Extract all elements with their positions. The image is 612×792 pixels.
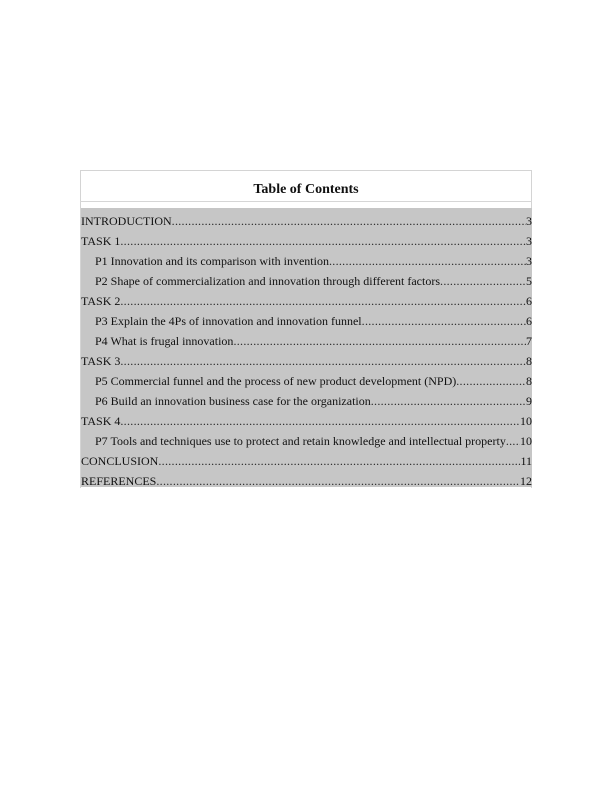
toc-entry-text: INTRODUCTION xyxy=(81,214,172,228)
toc-entry-text: REFERENCES xyxy=(81,474,157,488)
toc-entry-p2[interactable] xyxy=(81,268,532,288)
toc-list xyxy=(81,208,532,487)
toc-leader-dots xyxy=(440,274,526,288)
toc-leader-dots xyxy=(120,234,526,248)
toc-entry-page: 6 xyxy=(526,294,532,308)
toc-entry-text: CONCLUSION xyxy=(81,454,159,468)
toc-entry-p7[interactable] xyxy=(81,428,532,448)
toc-entry-page: 3 xyxy=(526,254,532,268)
toc-entry-p3[interactable] xyxy=(81,308,532,328)
toc-entry-page: 7 xyxy=(526,334,532,348)
toc-entry-page: 9 xyxy=(526,394,532,408)
toc-entry-text: P7 Tools and techniques use to protect and retain knowledge and intellectual property xyxy=(95,434,506,448)
toc-entry-page: 8 xyxy=(526,374,532,388)
toc-entry-p4[interactable] xyxy=(81,328,532,348)
toc-entry-text: P4 What is frugal innovation xyxy=(95,334,234,348)
toc-entry-text: TASK 2 xyxy=(81,294,121,308)
toc-entry-introduction[interactable] xyxy=(81,208,532,228)
toc-entry-page: 5 xyxy=(526,274,532,288)
toc-entry-p1[interactable] xyxy=(81,248,532,268)
toc-leader-dots xyxy=(329,254,526,268)
toc-entry-task-4[interactable] xyxy=(81,408,532,428)
toc-entry-task-2[interactable] xyxy=(81,288,532,308)
toc-leader-dots xyxy=(120,414,520,428)
toc-title: Table of Contents xyxy=(253,182,359,197)
toc-title-divider xyxy=(80,201,532,202)
toc-entry-text: P2 Shape of commercialization and innovation through different factors xyxy=(95,274,441,288)
toc-leader-dots xyxy=(158,454,520,468)
toc-leader-dots xyxy=(172,214,526,228)
toc-entry-text: P1 Innovation and its comparison with invention xyxy=(95,254,329,268)
toc-leader-dots xyxy=(120,294,526,308)
toc-entry-text: P5 Commercial funnel and the process of new product development (NPD) xyxy=(95,374,457,388)
toc-leader-dots xyxy=(362,314,526,328)
toc-leader-dots xyxy=(233,334,526,348)
toc-entry-task-1[interactable] xyxy=(81,228,532,248)
toc-entry-text: P6 Build an innovation business case for the organization xyxy=(95,394,371,408)
toc-leader-dots xyxy=(120,354,526,368)
toc-leader-dots xyxy=(506,434,520,448)
toc-entry-task-3[interactable] xyxy=(81,348,532,368)
toc-entry-page: 6 xyxy=(526,314,532,328)
toc-entry-text: TASK 4 xyxy=(81,414,121,428)
toc-entry-page: 8 xyxy=(526,354,532,368)
toc-entry-page: 10 xyxy=(520,414,532,428)
toc-entry-p5[interactable] xyxy=(81,368,532,388)
toc-entry-page: 12 xyxy=(520,474,532,488)
toc-entry-text: TASK 1 xyxy=(81,234,121,248)
toc-entry-text: TASK 3 xyxy=(81,354,121,368)
toc-leader-dots xyxy=(156,474,520,488)
toc-entry-page: 11 xyxy=(520,454,532,468)
toc-entry-page: 3 xyxy=(526,234,532,248)
toc-entry-page: 3 xyxy=(526,214,532,228)
toc-entry-page: 10 xyxy=(520,434,532,448)
toc-leader-dots xyxy=(371,394,526,408)
toc-entry-conclusion[interactable] xyxy=(81,448,532,468)
toc-entry-p6[interactable] xyxy=(81,388,532,408)
toc-entry-references[interactable] xyxy=(81,468,532,488)
toc-entry-text: P3 Explain the 4Ps of innovation and innovation funnel xyxy=(95,314,362,328)
toc-leader-dots xyxy=(456,374,526,388)
